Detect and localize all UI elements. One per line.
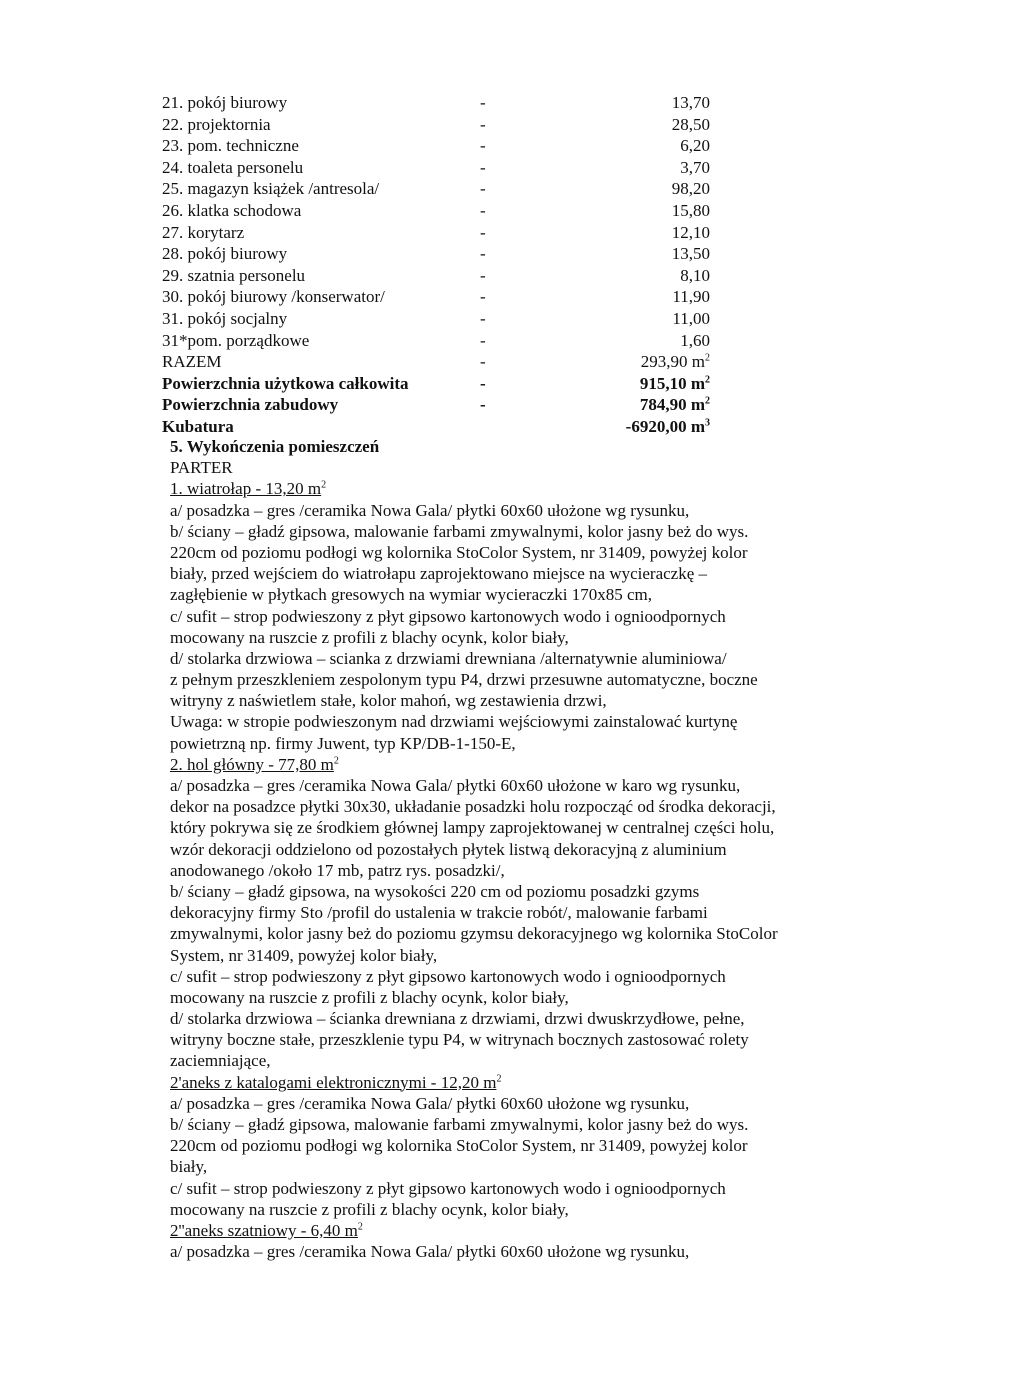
- room-area: 13,50: [671, 244, 710, 264]
- dash: -: [480, 114, 486, 134]
- text-line: 220cm od poziomu podłogi wg kolornika StoColor System, nr 31409, powyżej kolor: [170, 1136, 748, 1156]
- text-line: biały, przed wejściem do wiatrołapu zaprojektowano miejsce na wycieraczkę –: [170, 564, 708, 584]
- text-line: b/ ściany – gładź gipsowa, malowanie farbami zmywalnymi, kolor jasny beż do wys.: [170, 1115, 749, 1134]
- text-line: dekor na posadzce płytki 30x30, układanie posadzki holu rozpocząć od środka dekoracji,: [170, 797, 776, 817]
- room-heading: 2. hol główny - 77,80 $m^2$: [170, 754, 339, 774]
- room-area: 1,60: [680, 330, 710, 350]
- room-label: 21. pokój biurowy: [162, 93, 288, 112]
- text-line: b/ ściany – gładź gipsowa, malowanie farbami zmywalnymi, kolor jasny beż do wys.: [170, 521, 749, 541]
- room-label: 28. pokój biurowy: [162, 244, 288, 264]
- dash: -: [480, 200, 486, 220]
- room-area: 15,80: [671, 200, 710, 220]
- text-line: c/ sufit – strop podwieszony z płyt gipsowo kartonowych wodo i ognioodpornych: [170, 606, 726, 626]
- dash: -: [480, 330, 486, 350]
- section-title: 5. Wykończenia pomieszczeń: [170, 437, 380, 456]
- room-label: 22. projektornia: [162, 114, 271, 134]
- text-line: powietrzną np. firmy Juwent, typ KP/DB-1-150-E,: [170, 733, 516, 753]
- room-label: 30. pokój biurowy /konserwator/: [162, 287, 385, 307]
- text-line: anodowanego /około 17 mb, patrz rys. posadzki/,: [170, 860, 505, 880]
- room2-description: [170, 775, 850, 1072]
- room1-description: [170, 500, 850, 754]
- room-heading: 2'aneks z katalogami elektronicznymi - 12,20 $m^2$: [170, 1072, 502, 1092]
- room2b-description: [170, 1241, 850, 1262]
- text-line: mocowany na ruszcie z profili z blachy ocynk, kolor biały,: [170, 1199, 569, 1219]
- text-line: 220cm od poziomu podłogi wg kolornika StoColor System, nr 31409, powyżej kolor: [170, 542, 748, 562]
- text-line: który pokrywa się ze środkiem głównej lampy zaprojektowanej w centralnej części holu,: [170, 818, 775, 838]
- room-area: 11,90: [672, 287, 710, 307]
- text-line: zmywalnymi, kolor jasny beż do poziomu gzymsu dekoracyjnego wg kolornika StoColor: [170, 924, 778, 944]
- dash: -: [480, 308, 486, 328]
- room-label: 29. szatnia personelu: [162, 265, 306, 285]
- text-line: Uwaga: w stropie podwieszonym nad drzwiami wejściowymi zainstalować kurtynę: [170, 712, 738, 732]
- summary-label: Powierzchnia użytkowa całkowita: [162, 373, 409, 393]
- text-line: witryny boczne stałe, przeszklenie typu P4, w witrynach bocznych zastosować rolety: [170, 1030, 749, 1050]
- summary-label: Powierzchnia zabudowy: [162, 395, 339, 415]
- dash: -: [480, 244, 486, 264]
- room-area: 3,70: [680, 157, 710, 177]
- room-label: 24. toaleta personelu: [162, 157, 304, 177]
- text-line: a/ posadzka – gres /ceramika Nowa Gala/ płytki 60x60 ułożone wg rysunku,: [170, 500, 690, 520]
- text-line: biały,: [170, 1157, 208, 1177]
- text-line: dekoracyjny firmy Sto /profil do ustalenia w trakcie robót/, malowanie farbami: [170, 903, 708, 923]
- room-label: 26. klatka schodowa: [162, 200, 302, 220]
- text-line: z pełnym przeszkleniem zespolonym typu P4, drzwi przesuwne automatyczne, boczne: [170, 670, 758, 690]
- room-area: 98,20: [671, 179, 710, 199]
- text-line: a/ posadzka – gres /ceramika Nowa Gala/ płytki 60x60 ułożone w karo wg rysunku,: [170, 776, 741, 795]
- floor-label: PARTER: [170, 458, 233, 478]
- summary-label: Kubatura: [162, 416, 234, 436]
- text-line: wzór dekoracji oddzielono od pozostałych płytek listwą dekoracyjną z aluminium: [170, 839, 727, 859]
- text-line: mocowany na ruszcie z profili z blachy ocynk, kolor biały,: [170, 987, 569, 1007]
- room-area: 12,10: [671, 222, 710, 242]
- room-label: 27. korytarz: [162, 222, 245, 242]
- dash: -: [480, 265, 486, 285]
- dash: -: [480, 373, 486, 393]
- text-line: d/ stolarka drzwiowa – ścianka drewniana z drzwiami, drzwi dwuskrzydłowe, pełne,: [170, 1009, 745, 1029]
- room-heading: 2''aneks szatniowy - 6,40 $m^2$: [170, 1220, 363, 1240]
- text-line: System, nr 31409, powyżej kolor biały,: [170, 945, 438, 965]
- dash: -: [480, 179, 486, 199]
- dash: -: [480, 136, 486, 156]
- finishes-text: [170, 436, 850, 1262]
- dash: -: [480, 222, 486, 242]
- room-label: 31*pom. porządkowe: [162, 330, 310, 350]
- text-line: zagłębienie w płytkach gresowych na wymiar wycieraczki 170x85 cm,: [170, 585, 652, 605]
- room-area: 8,10: [680, 265, 710, 285]
- room-area: 13,70: [671, 93, 710, 112]
- text-line: c/ sufit – strop podwieszony z płyt gipsowo kartonowych wodo i ognioodpornych: [170, 966, 726, 986]
- total-label: RAZEM: [162, 352, 222, 372]
- text-line: a/ posadzka – gres /ceramika Nowa Gala/ płytki 60x60 ułożone wg rysunku,: [170, 1242, 690, 1262]
- summary-value: 915,10 $m^2$: [639, 373, 710, 393]
- total-area: 293,90 $m^2$: [640, 352, 710, 372]
- room-label: 31. pokój socjalny: [162, 308, 288, 328]
- dash: -: [480, 93, 486, 112]
- room-area: 6,20: [680, 136, 710, 156]
- text-line: c/ sufit – strop podwieszony z płyt gipsowo kartonowych wodo i ognioodpornych: [170, 1178, 726, 1198]
- room-heading: 1. wiatrołap - 13,20 $m^2$: [170, 479, 327, 499]
- dash: -: [480, 157, 486, 177]
- dash: -: [480, 352, 486, 372]
- room-area: 11,00: [672, 308, 710, 328]
- text-line: zaciemniające,: [170, 1051, 271, 1071]
- room-label: 25. magazyn książek /antresola/: [162, 179, 380, 199]
- room-label: 23. pom. techniczne: [162, 136, 299, 156]
- summary-value: 784,90 $m^2$: [639, 395, 710, 415]
- text-line: witryny z naświetlem stałe, kolor mahoń, wg zestawienia drzwi,: [170, 691, 607, 711]
- dash: -: [480, 395, 486, 415]
- text-line: mocowany na ruszcie z profili z blachy ocynk, kolor biały,: [170, 627, 569, 647]
- text-line: b/ ściany – gładź gipsowa, na wysokości 220 cm od poziomu posadzki gzyms: [170, 881, 700, 901]
- room2a-description: [170, 1093, 850, 1220]
- text-line: a/ posadzka – gres /ceramika Nowa Gala/ płytki 60x60 ułożone wg rysunku,: [170, 1093, 690, 1113]
- dash: -: [480, 287, 486, 307]
- room-area: 28,50: [671, 114, 710, 134]
- text-line: d/ stolarka drzwiowa – scianka z drzwiami drewniana /alternatywnie aluminiowa/: [170, 648, 727, 668]
- summary-value: -6920,00 $m^3$: [625, 416, 710, 436]
